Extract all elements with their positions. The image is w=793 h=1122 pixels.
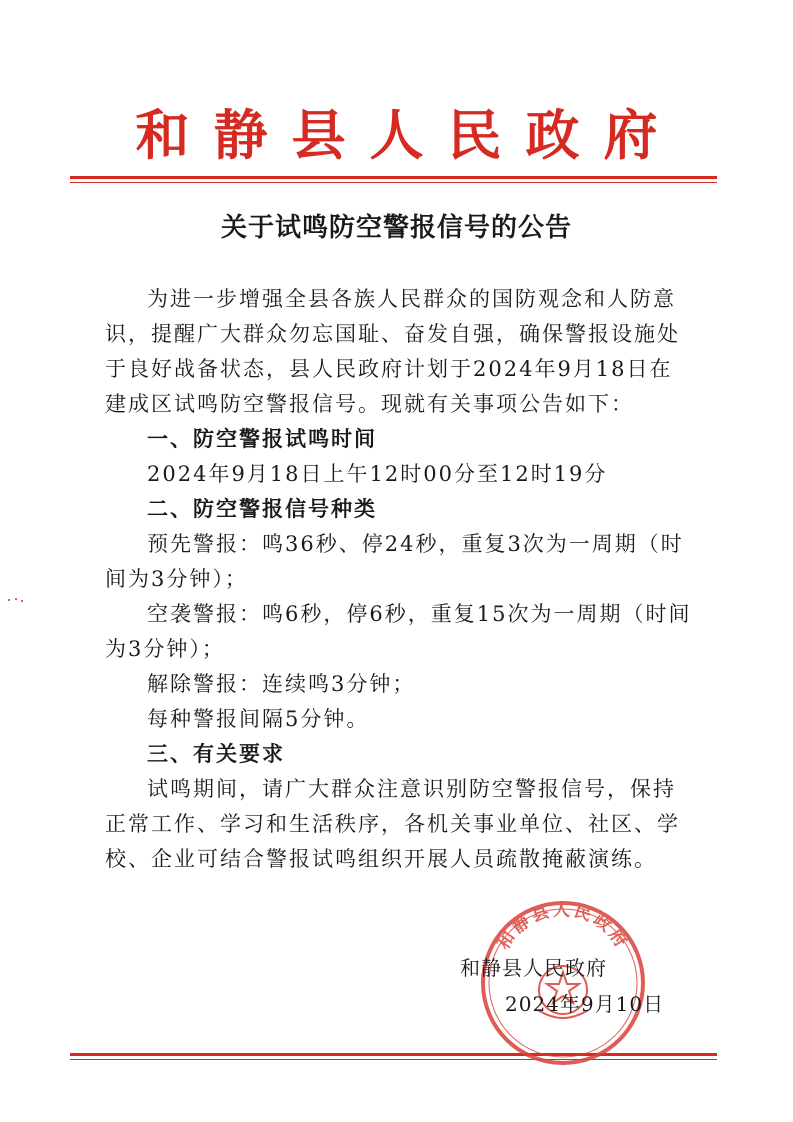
issuer-header-title: 和静县人民政府 [135,103,682,167]
signature-date: 2024年9月10日 [505,992,665,1016]
signature-block [430,950,710,1022]
test-time-text: 2024年9月18日上午12时00分至12时19分 [147,462,608,486]
header-rule-thin [70,182,717,183]
svg-text:和静县人民政府: 和静县人民政府 [493,900,633,954]
requirements-text: 试鸣期间，请广大群众注意识别防空警报信号，保持正常工作、学习和生活秩序，各机关事业单位、社区、学校、企业可结合警报试鸣组织开展人员疏散掩蔽演练。 [105,777,680,871]
document-title: 关于试鸣防空警报信号的公告 [220,213,572,243]
signature-org: 和静县人民政府 [460,956,607,980]
section-heading-signal-types: 二、防空警报信号种类 [147,497,377,521]
intro-paragraph: 为进一步增强全县各族人民群众的国防观念和人防意识，提醒广大群众勿忘国耻、奋发自强，确保警报设施处于良好战备状态，县人民政府计划于2024年9月18日在建成区试鸣防空警报信号。现就有关事项公告如下： [105,287,680,416]
scan-speck-mark [6,596,26,604]
document-body [105,282,695,877]
signal-clear-text: 解除警报：连续鸣3分钟； [147,672,416,696]
signal-interval-text: 每种警报间隔5分钟。 [147,707,370,731]
section-heading-requirements: 三、有关要求 [147,742,285,766]
header-rule-thick [70,176,717,179]
signal-airraid-text: 空袭警报：鸣6秒，停6秒，重复15次为一周期（时间为3分钟）； [105,602,692,661]
signal-warning-text: 预先警报：鸣36秒、停24秒，重复3次为一周期（时间为3分钟）； [105,532,684,591]
section-heading-time: 一、防空警报试鸣时间 [147,427,377,451]
